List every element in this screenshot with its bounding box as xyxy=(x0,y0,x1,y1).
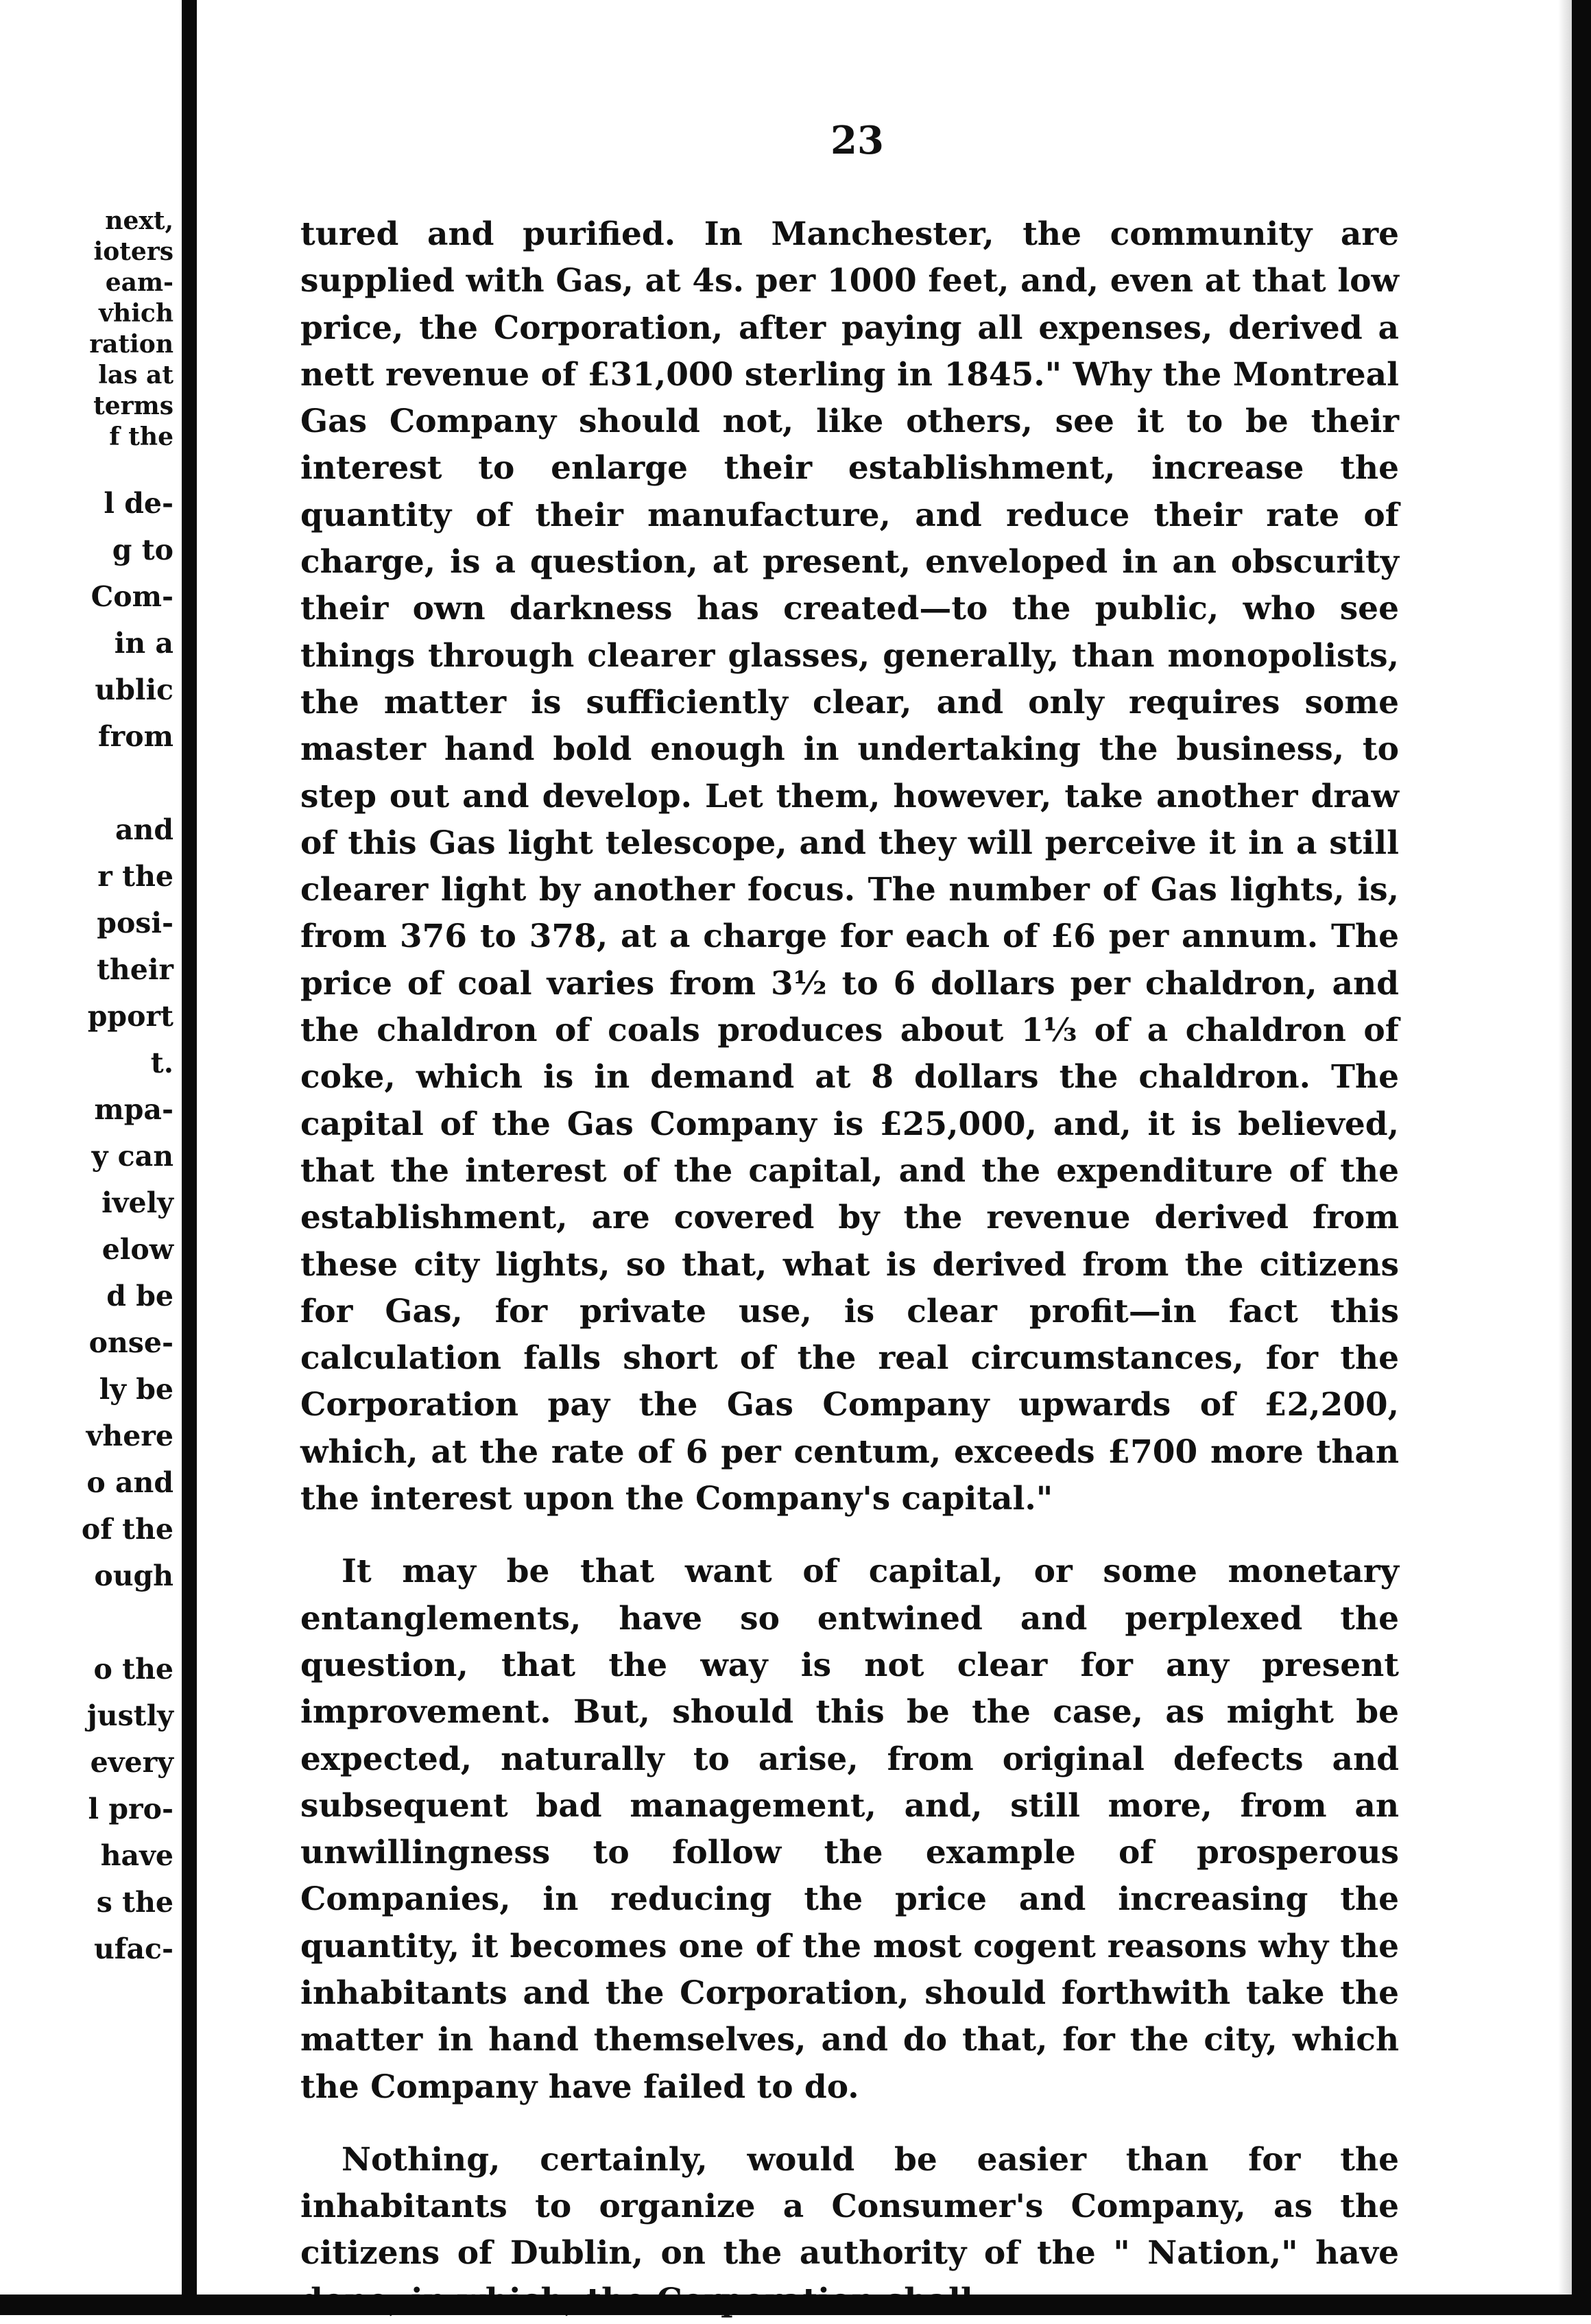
left-fragment-line: in a xyxy=(114,627,174,660)
left-fragment-line: s the xyxy=(96,1886,174,1919)
left-fragment-line: ration xyxy=(89,330,174,359)
left-fragment-line: ufac- xyxy=(94,1932,174,1965)
left-fragment-line: l de- xyxy=(104,487,174,520)
left-fragment-line: ively xyxy=(101,1186,174,1219)
left-fragment-line: have xyxy=(100,1839,174,1872)
left-fragment-line: las at xyxy=(98,361,174,390)
left-fragment-line: ioters xyxy=(93,237,174,266)
left-fragment-line: Com- xyxy=(91,580,174,613)
left-fragment-line: o and xyxy=(86,1466,174,1499)
left-fragment-line: f the xyxy=(109,422,174,451)
left-fragment-line: g to xyxy=(112,534,174,566)
paragraph-3: Nothing, certainly, would be easier than for the inhabitants to organize a Consumer's Company, as the citizens of Dublin, on the authority of the " Nation," have xyxy=(300,2140,1399,2273)
left-fragment-line: onse- xyxy=(88,1326,174,1359)
bottom-border xyxy=(0,2295,1591,2315)
right-border xyxy=(1572,0,1591,2315)
main-text-body xyxy=(300,211,1399,2324)
left-fragment-spacer xyxy=(82,453,174,480)
left-fragment-line: vhere xyxy=(86,1419,174,1452)
left-fragment-line: t. xyxy=(150,1046,174,1079)
left-fragment-line: ly be xyxy=(99,1373,174,1406)
page-gutter xyxy=(182,0,197,2315)
left-page-text xyxy=(82,206,174,1972)
left-fragment-line: ough xyxy=(94,1559,174,1592)
left-fragment-line: and xyxy=(115,813,174,846)
left-fragment-line: of the xyxy=(81,1513,174,1546)
left-fragment-line: d be xyxy=(106,1280,174,1313)
left-fragment-line: elow xyxy=(101,1233,174,1266)
left-fragment-line: their xyxy=(96,953,174,986)
left-fragment-line: ublic xyxy=(95,673,174,706)
left-fragment-line xyxy=(82,760,174,806)
paragraph-2: It may be that want of capital, or some monetary entanglements, have so entwined and perplexed the question, that the way is not clear for any present improvement. But, should this be the case, as might be expected, naturally to arise, from original defects and subsequent bad management, and, still more, from an unwillingness to follow the example of prosperous Companies, in reducing the price and increasing the quantity, it becomes one of the most cogent reasons why the inhabitants and the Corporation, should forthwith take the matter in hand themselves, and do that, for the city, which the Company have failed to do. xyxy=(300,1553,1399,2106)
left-fragment-line: o the xyxy=(93,1653,174,1686)
left-fragment-line: posi- xyxy=(97,907,174,939)
page-number: 23 xyxy=(830,118,884,163)
left-fragment-line: y can xyxy=(91,1140,174,1173)
left-fragment-line: vhich xyxy=(99,299,174,328)
left-fragment-line: mpa- xyxy=(94,1093,174,1126)
left-fragment-line: l pro- xyxy=(88,1793,174,1825)
page-edge-shadow xyxy=(1558,0,1572,2315)
left-fragment-line: next, xyxy=(105,206,174,235)
left-fragment-line xyxy=(82,1599,174,1646)
left-fragment-line: r the xyxy=(97,860,174,893)
left-fragment-line: pport xyxy=(87,1000,174,1033)
left-fragment-line: every xyxy=(90,1746,174,1779)
left-fragment-line: eam- xyxy=(105,268,174,297)
paragraph-1: tured and purified. In Manchester, the community are supplied with Gas, at 4s. per 1000 feet, and, even at that low price, the Corporation, after paying all expenses, derived a nett revenue of £31,000 sterling in 1845." Why the Montreal Gas Company should not, like others, see it to be their interest to enlarge their establishment, increase the quantity of their manufacture, and reduce their rate of charge, is a question, at present, enveloped in an obscurity their own darkness has created—to the public, who see things through clearer glasses, generally, than monopolists, the matter is sufficiently clear, and only requires some master hand bold enough in undertaking the business, to step out and develop. Let them, however, take another draw of this Gas light telescope, and they will perceive it in a still clearer light by another focus. The number of Gas lights, is, from 376 to 378, at a charge for each of £6 per annum. The price of coal varies from 3½ to 6 dollars per chaldron, and the chaldron of coals produces about 1⅓ of a chaldron of coke, which is in demand at 8 dollars the chaldron. The capital of the Gas Company is £25,000, and, it is believed, that the interest of the capital, and the expenditure of the establishment, are covered by the revenue derived from these city lights, so that, what is derived from the citizens for Gas, for private use, is clear profit—in fact this calculation falls short of the real circumstances, for the Corporation pay the Gas Company upwards of £2,200, which, at the rate of 6 per centum, exceeds £700 more than the interest upon the Company's capital." xyxy=(300,215,1399,1518)
left-fragment-line: justly xyxy=(86,1699,174,1732)
left-fragment-line: from xyxy=(98,720,174,753)
left-page-fragment xyxy=(0,0,182,2315)
left-fragment-line: terms xyxy=(93,392,174,420)
